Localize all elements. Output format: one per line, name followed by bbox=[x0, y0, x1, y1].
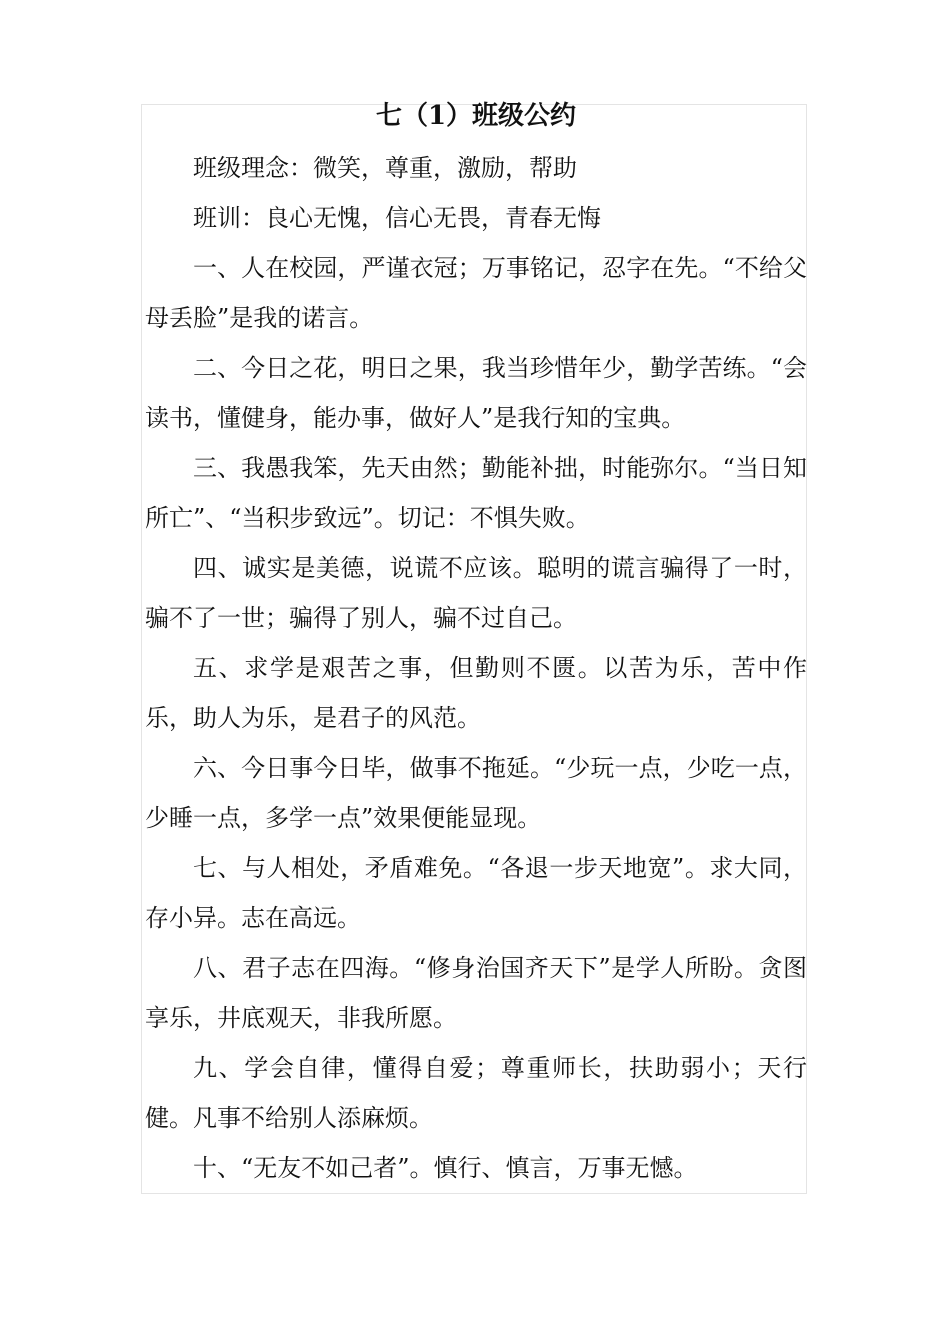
rule-9: 九、学会自律，懂得自爱；尊重师长，扶助弱小；天行健。凡事不给别人添麻烦。 bbox=[145, 1054, 807, 1132]
class-concept: 班级理念：微笑，尊重，激励，帮助 bbox=[193, 154, 577, 182]
rule-3: 三、我愚我笨，先天由然；勤能补拙，时能弥尔。“当日知所亡”、“当积步致远”。切记：不惧失败。 bbox=[145, 454, 807, 532]
rule-5: 五、求学是艰苦之事，但勤则不匮。以苦为乐，苦中作乐，助人为乐，是君子的风范。 bbox=[145, 654, 807, 732]
rule-8: 八、君子志在四海。“修身治国齐天下”是学人所盼。贪图享乐，井底观天，非我所愿。 bbox=[145, 954, 807, 1032]
document-title: 七（1）班级公约 bbox=[375, 101, 577, 131]
rule-1: 一、人在校园，严谨衣冠；万事铭记，忍字在先。“不给父母丢脸”是我的诺言。 bbox=[145, 254, 807, 332]
class-motto: 班训：良心无愧，信心无畏，青春无悔 bbox=[193, 204, 601, 232]
rule-4: 四、诚实是美德，说谎不应该。聪明的谎言骗得了一时，骗不了一世；骗得了别人，骗不过自己。 bbox=[145, 554, 807, 632]
rule-10: 十、“无友不如己者”。慎行、慎言，万事无憾。 bbox=[193, 1154, 698, 1182]
rule-6: 六、今日事今日毕，做事不拖延。“少玩一点，少吃一点，少睡一点，多学一点”效果便能显现。 bbox=[145, 754, 807, 832]
rule-7: 七、与人相处，矛盾难免。“各退一步天地宽”。求大同，存小异。志在高远。 bbox=[145, 854, 807, 932]
rule-2: 二、今日之花，明日之果，我当珍惜年少，勤学苦练。“会读书，懂健身，能办事，做好人”是我行知的宝典。 bbox=[145, 354, 807, 432]
document-body bbox=[145, 96, 807, 1193]
